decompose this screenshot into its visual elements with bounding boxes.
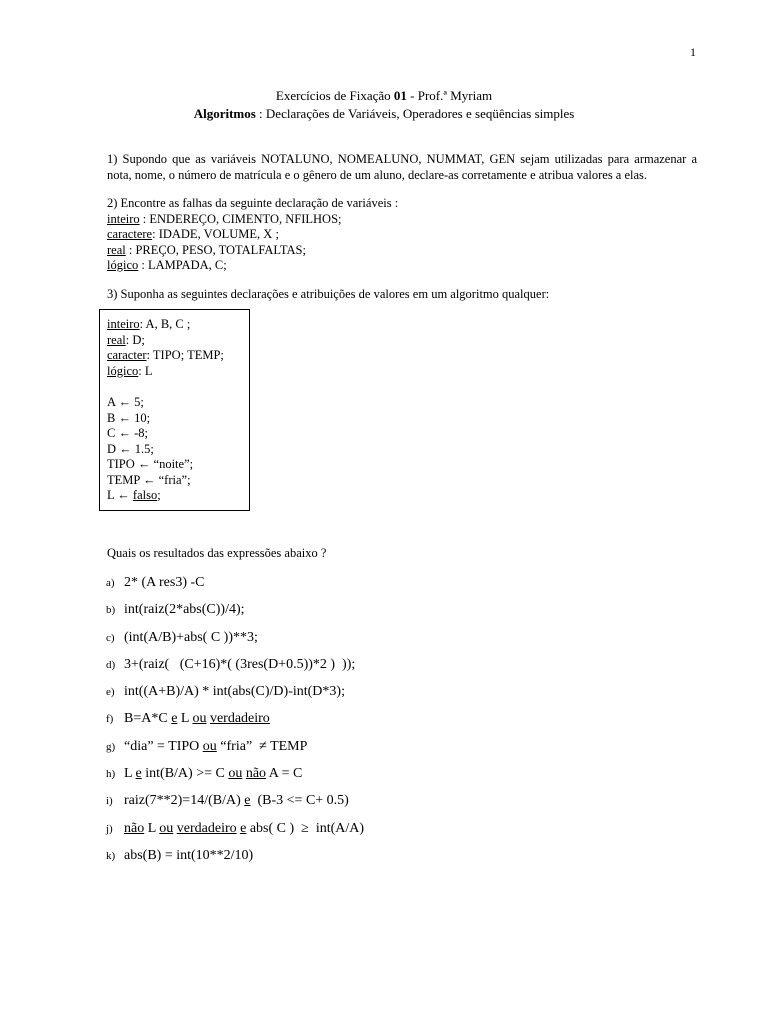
title-prefix: Exercícios de Fixação (275, 88, 394, 103)
expression-item (106, 766, 364, 793)
expression-label: d) (106, 658, 116, 671)
expression-item (106, 575, 364, 602)
expression-text: L (144, 820, 160, 836)
declaration-line (107, 212, 398, 228)
logical-operator: e (135, 766, 142, 782)
type-keyword: inteiro (107, 317, 140, 331)
expression-text: “dia” = TIPO (124, 738, 203, 754)
expression-item (106, 711, 364, 738)
expression-text: 3+(raiz( (C+16)*( (3res(D+0.5))*2 ) )); (124, 656, 356, 672)
code-decl-line (107, 348, 249, 364)
expression-text: B=A*C (124, 711, 172, 727)
expression-label: g) (106, 740, 116, 753)
code-decl-line (107, 364, 249, 380)
logical-operator: não (124, 820, 145, 836)
logical-operator: verdadeiro (176, 820, 237, 836)
logical-operator: ou (228, 766, 243, 782)
declaration-vars: : ENDEREÇO, CIMENTO, NFILHOS; (139, 211, 342, 226)
expression-text: int((A+B)/A) * int(abs(C)/D)-int(D*3); (124, 684, 345, 700)
expression-text: raiz(7**2)=14/(B/A) (124, 793, 245, 809)
declaration-line (107, 258, 398, 274)
code-box (99, 309, 250, 511)
code-decl-vars: : D; (125, 332, 145, 347)
declaration-vars: : IDADE, VOLUME, X ; (152, 227, 279, 241)
expression-label: i) (106, 795, 113, 808)
document-subtitle (0, 106, 768, 122)
declaration-line (107, 243, 398, 259)
question-1: 1) Supondo que as variáveis NOTALUNO, NOMEALUNO, NUMMAT, GEN sejam utilizadas para armazenar a nota, nome, o número de matrícula e o gênero de um aluno, declare-as corretamente e atribua valores a elas. (107, 152, 697, 182)
expressions-prompt: Quais os resultados das expressões abaixo ? (107, 546, 327, 560)
expression-text: int(B/A) >= C (141, 766, 229, 782)
code-blank-line (107, 379, 249, 395)
expression-label: j) (106, 822, 113, 835)
type-keyword: inteiro (107, 211, 140, 226)
declaration-vars: : PREÇO, PESO, TOTALFALTAS; (125, 242, 306, 257)
logical-operator: ou (202, 738, 217, 754)
title-suffix: - Prof.ª Myriam (406, 88, 493, 103)
code-assign-suffix: ; (157, 488, 161, 502)
expression-text: “fria” ≠ TEMP (216, 738, 308, 754)
code-decl-vars: : TIPO; TEMP; (146, 348, 224, 362)
code-assign-line: TEMP ← “fria”; (107, 472, 191, 487)
expression-label: e) (106, 686, 115, 699)
type-keyword: lógico (107, 363, 139, 378)
expression-item (106, 739, 364, 766)
code-assign-prefix: L ← (107, 488, 133, 502)
expression-text: abs( C ) ≥ int(A/A) (246, 820, 365, 836)
code-assign-line: TIPO ← “noite”; (107, 457, 194, 471)
expression-text: int(raiz(2*abs(C))/4); (124, 602, 245, 618)
boolean-literal: falso (132, 488, 158, 502)
expressions-list (106, 575, 364, 875)
expression-item (106, 657, 364, 684)
expression-text: (B-3 <= C+ 0.5) (250, 793, 349, 809)
expression-label: c) (106, 631, 115, 644)
logical-operator: ou (159, 820, 174, 836)
expression-label: k) (106, 849, 116, 862)
declaration-vars: : LAMPADA, C; (138, 258, 227, 272)
subject-topic: : Declarações de Variáveis, Operadores e seqüências simples (255, 106, 575, 121)
type-keyword: real (107, 332, 126, 347)
logical-operator: verdadeiro (209, 711, 270, 727)
expression-item (106, 602, 364, 629)
expression-label: a) (106, 577, 115, 589)
type-keyword: caracter (107, 348, 147, 362)
expression-text: (int(A/B)+abs( C ))**3; (124, 629, 258, 645)
declaration-line (107, 227, 398, 243)
expression-item (106, 630, 364, 657)
exercise-number: 01 (393, 88, 407, 103)
expression-text: A = C (266, 766, 303, 782)
document-title (0, 88, 768, 104)
code-decl-vars: : L (138, 363, 153, 378)
logical-operator: e (171, 711, 178, 727)
logical-operator: e (244, 793, 251, 809)
expression-label: b) (106, 604, 116, 617)
logical-operator: e (240, 820, 247, 836)
question-2-intro: 2) Encontre as falhas da seguinte declaração de variáveis : (107, 196, 399, 210)
logical-operator: ou (192, 711, 207, 727)
type-keyword: lógico (107, 258, 139, 272)
expression-label: f) (106, 713, 114, 726)
expression-text: 2* (A res3) -C (124, 575, 205, 590)
subject-name: Algoritmos (193, 106, 256, 121)
expression-label: h) (106, 768, 116, 781)
expression-item (106, 684, 364, 711)
expression-text: L (124, 766, 136, 782)
code-decl-line (107, 317, 249, 333)
type-keyword: caractere (107, 227, 153, 241)
logical-operator: não (245, 766, 267, 782)
expression-text: L (177, 711, 193, 727)
code-assign-line: C ← -8; (107, 426, 148, 440)
expression-item (106, 821, 364, 848)
expression-text: abs(B) = int(10**2/10) (124, 847, 254, 863)
code-assign-line: D ← 1.5; (107, 441, 154, 456)
code-assign-line: B ← 10; (107, 410, 151, 425)
type-keyword: real (107, 242, 126, 257)
expression-item (106, 793, 364, 820)
question-2 (107, 196, 398, 274)
page-number: 1 (690, 45, 696, 59)
code-assign-line (107, 488, 249, 504)
code-decl-vars: : A, B, C ; (139, 317, 191, 331)
expression-item (106, 848, 364, 875)
question-3-intro: 3) Suponha as seguintes declarações e atribuições de valores em um algoritmo qualquer: (107, 287, 550, 301)
code-decl-line (107, 333, 249, 349)
code-assign-line: A ← 5; (107, 395, 144, 409)
